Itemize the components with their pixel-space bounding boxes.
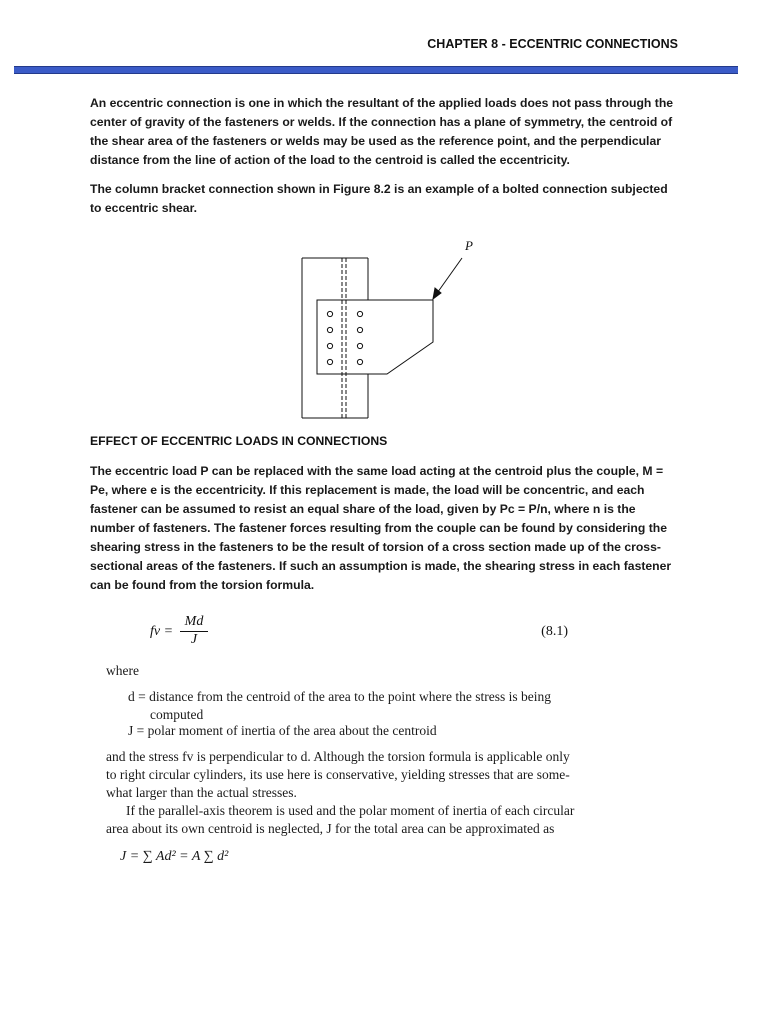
parallel-line: If the parallel-axis theorem is used and the polar moment of inertia of each circular [126,803,575,818]
chapter-header: CHAPTER 8 - ECCENTRIC CONNECTIONS [427,37,678,51]
equation-8-1 [150,614,580,654]
stress-line: what larger than the actual stresses. [106,785,297,800]
equation-lhs: fv = [150,624,174,639]
stress-paragraph [106,748,576,802]
definition-d-continued: computed [150,707,204,722]
definition-j: J = polar moment of inertia of the area about the centroid [128,723,437,738]
header-rule [14,66,738,74]
load-label: P [465,238,473,253]
load-arrow [433,258,462,299]
column-bracket-figure [290,236,490,422]
definition-d: d = distance from the centroid of the area to the point where the stress is being [128,689,551,704]
equation-numerator: Md [180,614,208,632]
stress-line: to right circular cylinders, its use here is conservative, yielding stresses that are some- [106,767,570,782]
where-label: where [106,663,139,678]
equation-number: (8.1) [541,624,568,639]
parallel-line: area about its own centroid is neglected, J for the total area can be approximated as [106,821,555,836]
effect-paragraph: The eccentric load P can be replaced with the same load acting at the centroid plus the couple, M = Pe, where e is the eccentricity. If this replacement is made, the load will be concentric, and each fastener can be assumed to resist an equal share of the load, given by Pc = P/n, where n is the number of fasteners. The fastener forces resulting from the couple can be found by considering the shearing stress in the fasteners to be the result of torsion of a cross section made up of the cross-sectional areas of the fasteners. If such an assumption is made, the shearing stress in each fastener can be found from the torsion formula. [90,464,672,592]
bracket-plate [317,300,433,374]
intro-paragraph: An eccentric connection is one in which the resultant of the applied loads does not pass through the center of gravity of the fasteners or welds. If the connection has a plane of symmetry, the centroid of the shear area of the fasteners or welds may be used as the reference point, and the perpendicular distance from the line of action of the load to the centroid is called the eccentricity. [90,96,674,167]
stress-line: and the stress fv is perpendicular to d. Although the torsion formula is applicable only [106,749,570,764]
parallel-axis-paragraph [106,802,576,838]
polar-moment-equation: J = ∑ Ad² = A ∑ d² [120,849,229,864]
section-heading: EFFECT OF ECCENTRIC LOADS IN CONNECTIONS [90,434,388,448]
equation-denominator: J [190,632,198,647]
figure-reference-paragraph: The column bracket connection shown in Figure 8.2 is an example of a bolted connection subjected to eccentric shear. [90,182,668,215]
equation-fraction [180,614,208,648]
